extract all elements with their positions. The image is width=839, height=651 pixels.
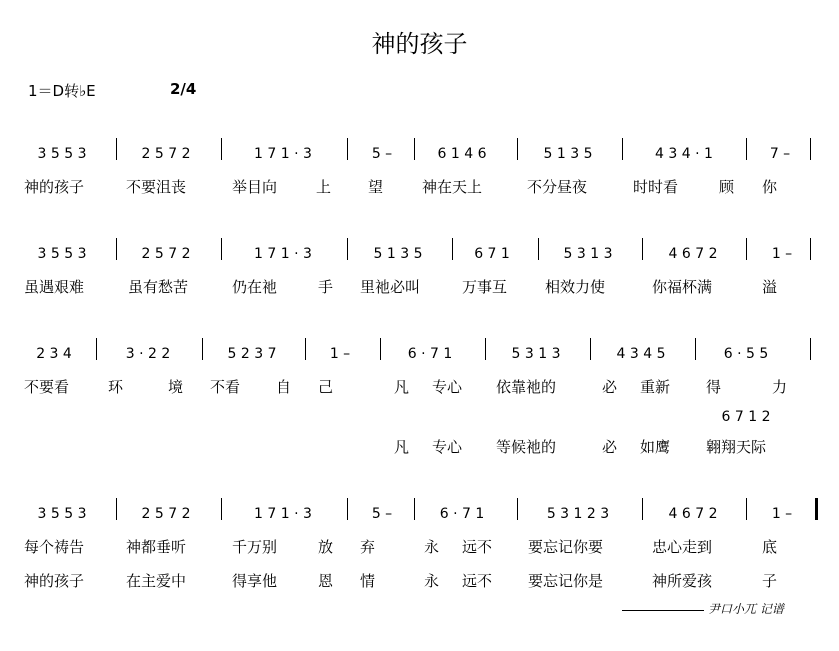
lyric-word: 神所爱孩	[652, 572, 713, 590]
measure-notes: 6 · 5 5	[723, 346, 769, 362]
barline	[380, 338, 381, 360]
measure-notes: 2 5 7 2	[141, 146, 191, 162]
lyric-word: 在主爱中	[126, 572, 187, 590]
measure-notes: 2 3 4	[36, 346, 72, 362]
measure-notes: 3 5 5 3	[37, 246, 87, 262]
lyric-line	[0, 276, 839, 298]
measure-notes: 4 6 7 2	[668, 506, 718, 522]
signature-rule	[622, 610, 704, 611]
barline	[810, 338, 811, 360]
lyric-word: 神都垂听	[126, 538, 187, 556]
measure-notes: 6 · 7 1	[407, 346, 453, 362]
barline	[221, 138, 222, 160]
notation-row	[0, 343, 839, 367]
barline	[221, 498, 222, 520]
measure-notes: 1 7 1 · 3	[254, 506, 312, 522]
measure-notes: 2 5 7 2	[141, 246, 191, 262]
measure-notes: 5 3 1 3	[563, 246, 613, 262]
measure-notes: 5 3 1 3	[511, 346, 561, 362]
lyric-word: 望	[368, 178, 384, 196]
lyric-word: 要忘记你是	[528, 572, 604, 590]
lyric-word: 自	[276, 378, 292, 396]
lyric-word: 情	[360, 572, 376, 590]
lyric-word: 翱翔天际	[706, 438, 767, 456]
lyric-word: 你	[762, 178, 778, 196]
barline	[810, 138, 811, 160]
lyric-word: 凡	[394, 378, 410, 396]
lyric-word: 得	[706, 378, 722, 396]
measure-notes: 3 5 5 3	[37, 506, 87, 522]
lyric-word: 子	[762, 572, 778, 590]
lyric-word: 上	[316, 178, 332, 196]
barline	[538, 238, 539, 260]
lyric-word: 不看	[210, 378, 241, 396]
barline	[414, 138, 415, 160]
lyric-word: 境	[168, 378, 184, 396]
measure-notes: 5 1 3 5	[543, 146, 593, 162]
lyric-word: 专心	[432, 378, 463, 396]
time-signature: 2/4	[170, 80, 197, 98]
lyric-line	[0, 176, 839, 198]
barline	[695, 338, 696, 360]
measure-notes: 4 3 4 5	[616, 346, 666, 362]
measure-notes: 5 3 1 2 3	[546, 506, 610, 522]
lyric-word: 必	[602, 378, 618, 396]
lyric-word: 你福杯满	[652, 278, 713, 296]
measure-notes: 5 1 3 5	[373, 246, 423, 262]
barline	[517, 138, 518, 160]
barline	[517, 498, 518, 520]
lyric-word: 得享他	[232, 572, 278, 590]
measure-notes: 2 5 7 2	[141, 506, 191, 522]
notation-row	[0, 143, 839, 167]
measure-notes: 4 3 4 · 1	[655, 146, 713, 162]
lyric-word: 远不	[462, 538, 493, 556]
lyric-word: 重新	[640, 378, 671, 396]
lyric-word: 力	[772, 378, 788, 396]
measure-notes: 6 7 1	[474, 246, 510, 262]
lyric-word: 手	[318, 278, 334, 296]
key-signature: 1＝D转♭E	[28, 82, 96, 100]
barline	[590, 338, 591, 360]
barline	[116, 498, 117, 520]
barline	[746, 498, 747, 520]
barline	[347, 138, 348, 160]
measure-notes: 3 · 2 2	[125, 346, 171, 362]
barline	[347, 238, 348, 260]
lyric-word: 每个祷告	[24, 538, 85, 556]
lyric-word: 不要看	[24, 378, 70, 396]
alternate-notes: 6 7 1 2	[721, 409, 771, 425]
barline	[622, 138, 623, 160]
barline	[485, 338, 486, 360]
lyric-word: 时时看	[633, 178, 679, 196]
lyric-word: 相效力使	[545, 278, 606, 296]
measure-notes: 6 1 4 6	[437, 146, 487, 162]
barline	[642, 498, 643, 520]
barline	[642, 238, 643, 260]
barline	[810, 238, 811, 260]
barline	[452, 238, 453, 260]
lyric-word: 忠心走到	[652, 538, 713, 556]
lyric-line	[0, 536, 839, 558]
measure-notes: 1 7 1 · 3	[254, 246, 312, 262]
barline	[116, 138, 117, 160]
lyric-word: 己	[318, 378, 334, 396]
lyric-word: 虽有愁苦	[128, 278, 189, 296]
final-barline	[815, 498, 818, 520]
measure-notes: 5 –	[371, 146, 393, 162]
lyric-word: 恩	[318, 572, 334, 590]
lyric-word: 等候祂的	[496, 438, 557, 456]
lyric-word: 弃	[360, 538, 376, 556]
lyric-word: 溢	[762, 278, 778, 296]
notation-row	[0, 503, 839, 527]
lyric-word: 环	[108, 378, 124, 396]
lyric-word: 里祂必叫	[360, 278, 421, 296]
lyric-line	[0, 570, 839, 592]
barline	[347, 498, 348, 520]
barline	[746, 138, 747, 160]
lyric-word: 仍在祂	[232, 278, 278, 296]
lyric-word: 举目向	[232, 178, 278, 196]
measure-notes: 5 2 3 7	[227, 346, 277, 362]
barline	[305, 338, 306, 360]
lyric-word: 不要沮丧	[126, 178, 187, 196]
lyric-word: 神在天上	[422, 178, 483, 196]
measure-notes: 5 –	[371, 506, 393, 522]
lyric-word: 万事互	[462, 278, 508, 296]
lyric-word: 虽遇艰难	[24, 278, 85, 296]
measure-notes: 6 · 7 1	[439, 506, 485, 522]
lyric-word: 顾	[719, 178, 735, 196]
lyric-word: 远不	[462, 572, 493, 590]
lyric-word: 神的孩子	[24, 572, 85, 590]
lyric-word: 不分昼夜	[527, 178, 588, 196]
lyric-line	[0, 376, 839, 398]
page-title: 神的孩子	[371, 30, 468, 58]
lyric-word: 如鹰	[640, 438, 671, 456]
barline	[221, 238, 222, 260]
barline	[414, 498, 415, 520]
lyric-word: 要忘记你要	[528, 538, 604, 556]
measure-notes: 3 5 5 3	[37, 146, 87, 162]
measure-notes: 1 –	[771, 246, 793, 262]
measure-notes: 7 –	[769, 146, 791, 162]
lyric-word: 专心	[432, 438, 463, 456]
lyric-word: 底	[762, 538, 778, 556]
lyric-word: 永	[424, 572, 440, 590]
notation-row	[0, 243, 839, 267]
lyric-word: 依靠祂的	[496, 378, 557, 396]
barline	[202, 338, 203, 360]
alternate-notation	[0, 406, 839, 430]
measure-notes: 1 7 1 · 3	[254, 146, 312, 162]
barline	[96, 338, 97, 360]
signature: 尹口小兀 记谱	[708, 602, 784, 616]
alternate-lyric-line	[0, 436, 839, 458]
lyric-word: 必	[602, 438, 618, 456]
barline	[116, 238, 117, 260]
lyric-word: 永	[424, 538, 440, 556]
lyric-word: 凡	[394, 438, 410, 456]
barline	[746, 238, 747, 260]
measure-notes: 1 –	[771, 506, 793, 522]
lyric-word: 神的孩子	[24, 178, 85, 196]
lyric-word: 放	[318, 538, 334, 556]
measure-notes: 4 6 7 2	[668, 246, 718, 262]
lyric-word: 千万别	[232, 538, 278, 556]
measure-notes: 1 –	[329, 346, 351, 362]
